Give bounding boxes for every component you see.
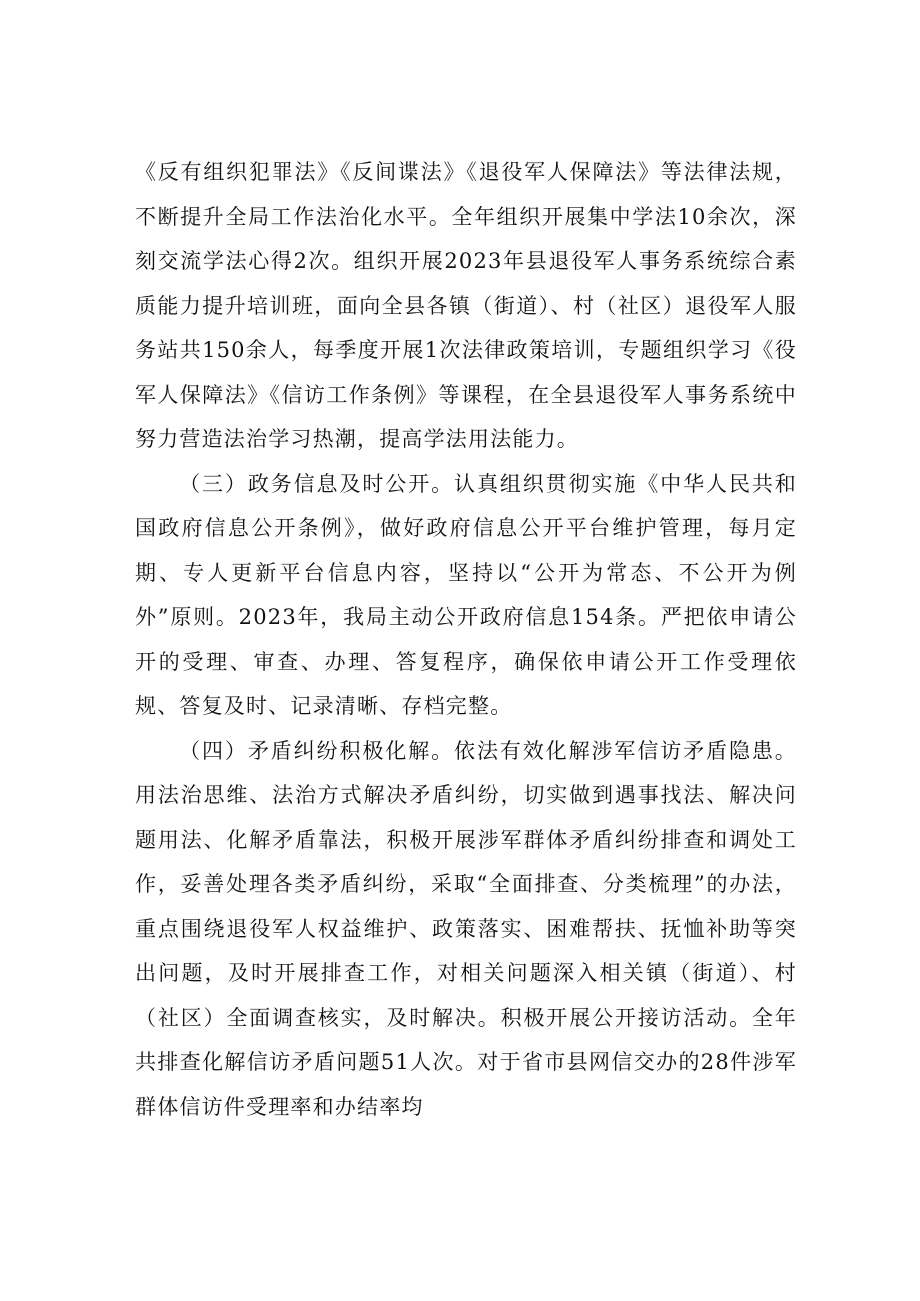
- paragraph-information-disclosure: （三）政务信息及时公开。认真组织贯彻实施《中华人民共和国政府信息公开条例》，做好政府信息公开平台维护管理，每月定期、专人更新平台信息内容，坚持以“公开为常态、不公开为例外”原则。2023年，我局主动公开政府信息154条。严把依申请公开的受理、审查、办理、答复程序，确保依申请公开工作受理依规、答复及时、记录清晰、存档完整。: [135, 471, 797, 718]
- document-body: [135, 150, 797, 1129]
- paragraph-legal-study: 《反有组织犯罪法》《反间谍法》《退役军人保障法》等法律法规，不断提升全局工作法治化水平。全年组织开展集中学法10余次，深刻交流学法心得2次。组织开展2023年县退役军人事务系统综合素质能力提升培训班，面向全县各镇（街道）、村（社区）退役军人服务站共150余人，每季度开展1次法律政策培训，专题组织学习《役军人保障法》《信访工作条例》等课程，在全县退役军人事务系统中努力营造法治学习热潮，提高学法用法能力。: [135, 160, 797, 451]
- paragraph-dispute-resolution: （四）矛盾纠纷积极化解。依法有效化解涉军信访矛盾隐患。用法治思维、法治方式解决矛盾纠纷，切实做到遇事找法、解决问题用法、化解矛盾靠法，积极开展涉军群体矛盾纠纷排查和调处工作，妥善处理各类矛盾纠纷，采取“全面排查、分类梳理”的办法，重点围绕退役军人权益维护、政策落实、困难帮扶、抚恤补助等突出问题，及时开展排查工作，对相关问题深入相关镇（街道）、村（社区）全面调查核实，及时解决。积极开展公开接访活动。全年共排查化解信访矛盾问题51人次。对于省市县网信交办的28件涉军群体信访件受理率和办结率均: [135, 738, 797, 1119]
